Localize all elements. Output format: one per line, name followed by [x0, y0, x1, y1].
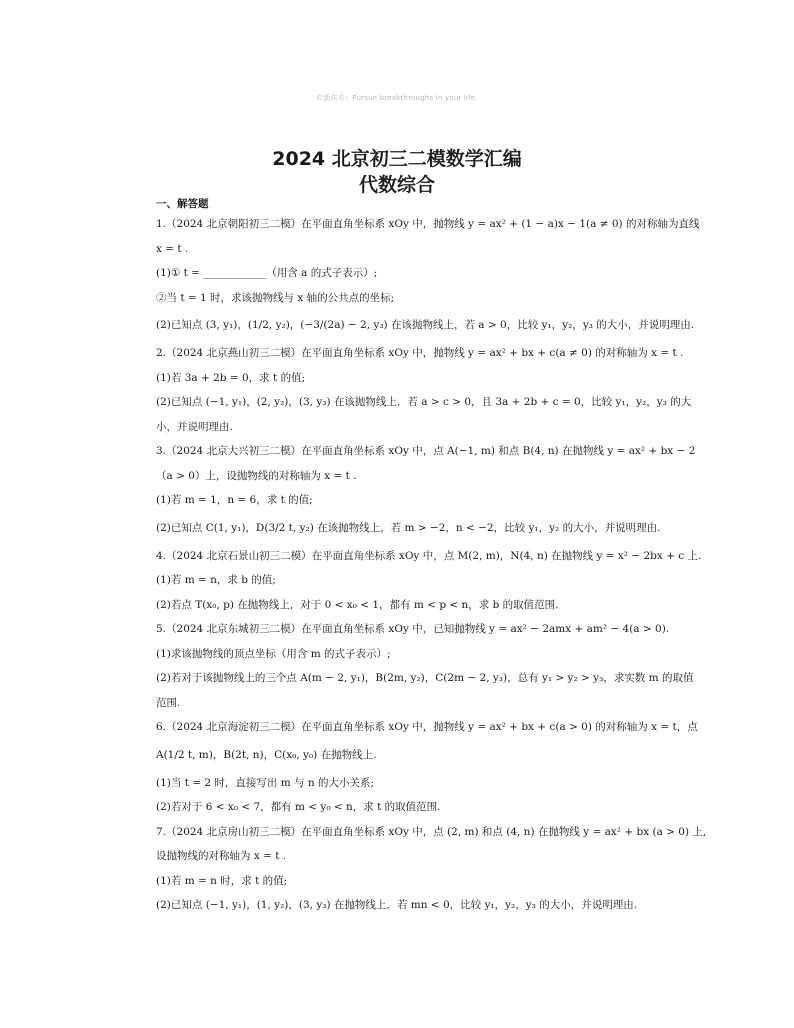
problem-1-part-1b: ②当 t = 1 时，求该抛物线与 x 轴的公共点的坐标;	[156, 291, 395, 304]
problem-2-part-2: (2)已知点 (−1, y₁)，(2, y₂)，(3, y₃) 在该抛物线上．若 a > c > 0，且 3a + 2b + c = 0，比较 y₁，y₂，y₃ 的大	[156, 396, 692, 408]
document-body	[156, 196, 716, 918]
problem-1-stem-cont: x = t .	[156, 242, 189, 255]
problem-1-part-1: (1)① t = ____________（用含 a 的式子表示）;	[156, 267, 378, 279]
problem-3-stem: 3.（2024 北京大兴初三二模）在平面直角坐标系 xOy 中，点 A(−1, m) 和点 B(4, n) 在抛物线 y = ax² + bx − 2	[156, 445, 696, 457]
problem-4-part-2: (2)若点 T(x₀, p) 在抛物线上，对于 0 < x₀ < 1，都有 m < p < n，求 b 的取值范围.	[156, 598, 559, 611]
problem-1-part-2: (2)已知点 (3, y₁)，(1/2, y₂)，(−3/(2a) − 2, y₃) 在该抛物线上，若 a > 0，比较 y₁，y₂，y₃ 的大小，并说明理由.	[156, 319, 695, 331]
problem-5-stem: 5.（2024 北京东城初三二模）在平面直角坐标系 xOy 中，已知抛物线 y = ax² − 2amx + am² − 4(a > 0).	[156, 623, 670, 635]
problem-3-stem-cont: （a > 0）上，设抛物线的对称轴为 x = t .	[156, 469, 357, 482]
problem-6-stem-cont: A(1/2 t, m)，B(2t, n)，C(x₀, y₀) 在抛物线上.	[156, 748, 377, 761]
problem-3-part-2: (2)已知点 C(1, y₁)，D(3/2 t, y₂) 在该抛物线上，若 m > −2，n < −2，比较 y₁，y₂ 的大小，并说明理由.	[156, 521, 661, 534]
problem-7-part-2: (2)已知点 (−1, y₁)，(1, y₂)，(3, y₃) 在抛物线上．若 mn < 0，比较 y₁，y₂，y₃ 的大小，并说明理由.	[156, 899, 638, 911]
document-subtitle: 代数综合	[358, 174, 435, 196]
watermark-text: ©新东方：Pursue breakthroughs in your life.	[316, 94, 478, 102]
problem-2-part-1: (1)若 3a + 2b = 0，求 t 的值;	[156, 371, 306, 384]
problem-4-part-1: (1)若 m = n，求 b 的值;	[156, 574, 276, 586]
problem-2-part-2-cont: 小，并说明理由.	[156, 420, 233, 433]
problem-7-stem-cont: 设抛物线的对称轴为 x = t .	[156, 850, 287, 862]
problem-5-part-1: (1)求该抛物线的顶点坐标（用含 m 的式子表示）;	[156, 647, 391, 660]
problem-6-part-1: (1)当 t = 2 时，直接写出 m 与 n 的大小关系;	[156, 776, 375, 789]
problem-5-part-2: (2)若对于该抛物线上的三个点 A(m − 2, y₁)，B(2m, y₂)，C(2m − 2, y₃)，总有 y₁ > y₂ > y₃，求实数 m 的取值	[156, 672, 694, 684]
problem-4-stem: 4.（2024 北京石景山初三二模）在平面直角坐标系 xOy 中，点 M(2, m)，N(4, n) 在抛物线 y = x² − 2bx + c 上.	[156, 549, 702, 562]
problem-7-stem: 7.（2024 北京房山初三二模）在平面直角坐标系 xOy 中，点 (2, m) 和点 (4, n) 在抛物线 y = ax² + bx (a > 0) 上,	[156, 825, 707, 838]
problem-6-stem: 6.（2024 北京海淀初三二模）在平面直角坐标系 xOy 中，抛物线 y = ax² + bx + c(a > 0) 的对称轴为 x = t，点	[156, 721, 698, 733]
problem-5-part-2-cont: 范围.	[156, 696, 181, 709]
problem-2-stem: 2.（2024 北京燕山初三二模）在平面直角坐标系 xOy 中，抛物线 y = ax² + bx + c(a ≠ 0) 的对称轴为 x = t .	[156, 347, 684, 359]
problem-7-part-1: (1)若 m = n 时，求 t 的值;	[156, 874, 288, 887]
section-heading: 一、解答题	[156, 198, 209, 210]
document-title: 2024 北京初三二模数学汇编	[272, 148, 522, 170]
problem-6-part-2: (2)若对于 6 < x₀ < 7，都有 m < y₀ < n，求 t 的取值范围.	[156, 801, 441, 813]
problem-3-part-1: (1)若 m = 1，n = 6，求 t 的值;	[156, 494, 313, 506]
problem-1-stem: 1.（2024 北京朝阳初三二模）在平面直角坐标系 xOy 中，抛物线 y = ax² + (1 − a)x − 1(a ≠ 0) 的对称轴为直线	[156, 218, 700, 230]
